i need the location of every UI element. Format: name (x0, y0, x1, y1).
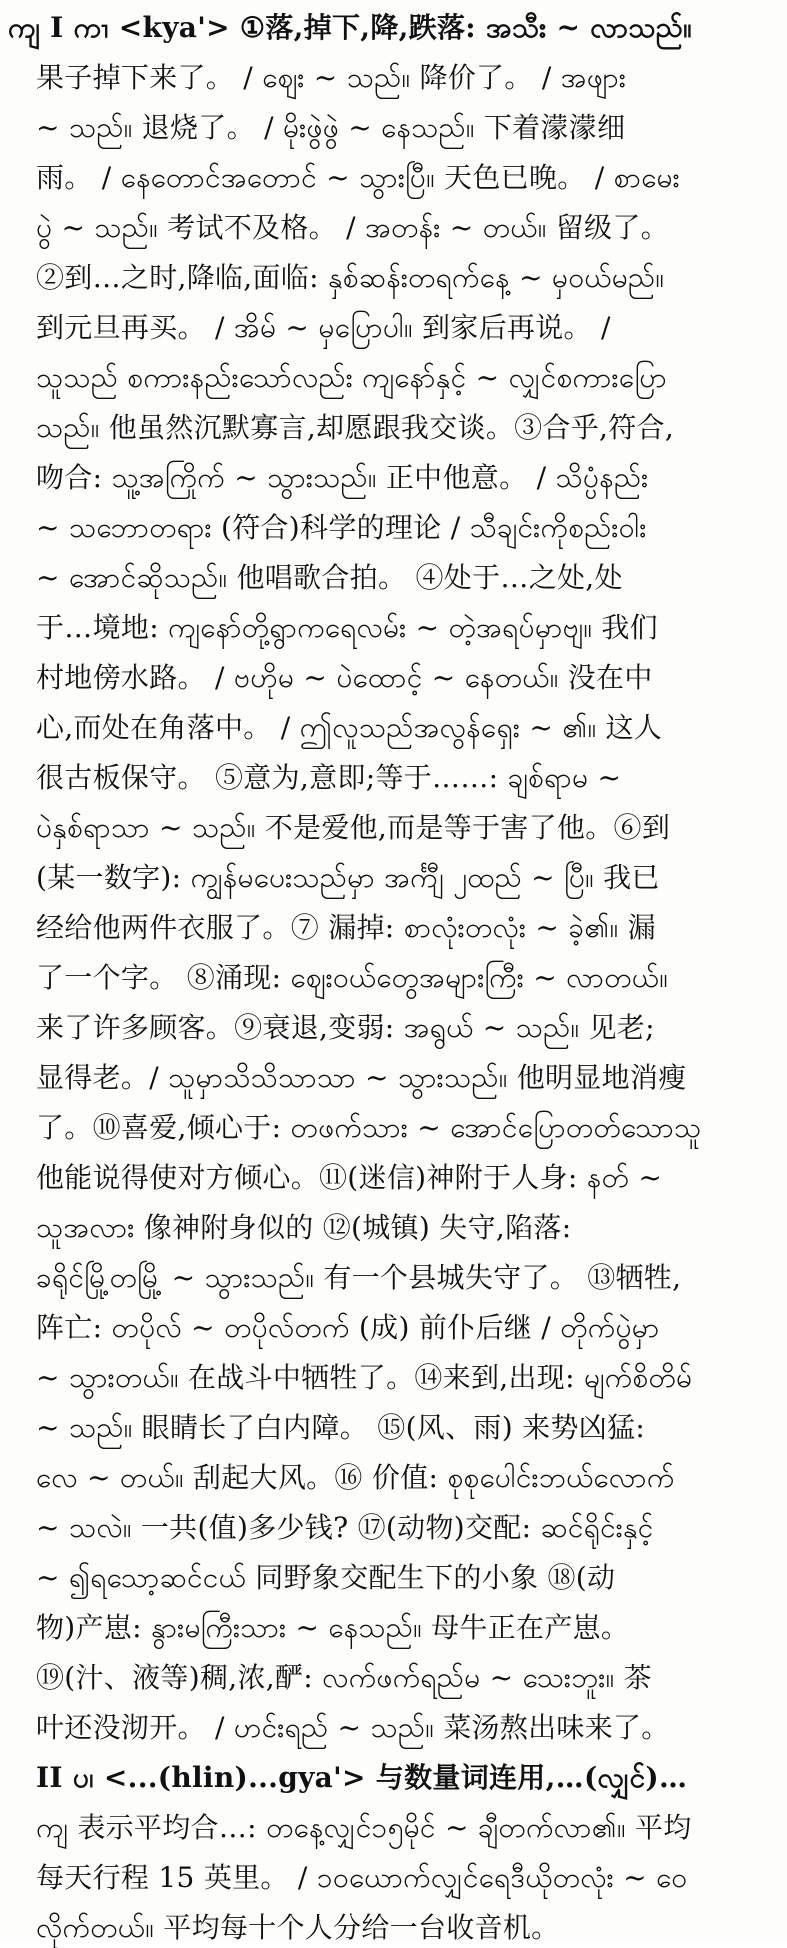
entry-line: ~ ၍ရသော့ဆင်ငယ် 同野象交配生下的小象 ⑱(动 (36, 1561, 616, 1594)
entry-line: လေ ~ တယ်။ 刮起大风。⑯ 价值: စုစုပေါင်းဘယ်လောက် (36, 1461, 675, 1494)
entry-line: ~ သဘောတရား (符合)科学的理论 / သီချင်းကိုစည်းဝါး (36, 511, 647, 544)
entry-line: သည်။ 他虽然沉默寡言,却愿跟我交谈。③合乎,符合, (36, 411, 675, 444)
entry-line: ~ သွားတယ်။ 在战斗中牺牲了。⑭来到,出现: မျက်စိတိမ် (36, 1361, 693, 1394)
entry-line: ⑲(汁、液等)稠,浓,酽: လက်ဖက်ရည်မ ~ သေးဘူး။ 茶 (36, 1661, 652, 1694)
entry-line: သူအလား 像神附身似的 ⑫(城镇) 失守,陷落: (36, 1211, 572, 1244)
entry-line: ②到…之时,降临,面临: နှစ်ဆန်းတရက်နေ့ ~ မှဝယ်မည်။ (36, 261, 665, 294)
entry-line: (某一数字): ကျွန်မပေးသည်မှာ အင်္ကျီ ၂ထည် ~ ပြီ။ 我已 (36, 861, 660, 894)
entry-line: 于…境地: ကျနော်တို့ရွာကရေလမ်း ~ တဲ့အရပ်မှာဗျ။ 我们 (36, 611, 658, 644)
entry-line: သူသည် စကားနည်းသော်လည်း ကျနော်နှင့် ~ လျှင်စကားပြော (36, 361, 668, 394)
entry-line: ပွဲ ~ သည်။ 考试不及格。 / အတန်း ~ တယ်။ 留级了。 (36, 211, 669, 244)
entry-line: 果子掉下来了。 / ဈေး ~ သည်။ 降价了。 / အဖျား (36, 61, 627, 94)
entry-line: 经给他两件衣服了。⑦ 漏掉: စာလုံးတလုံး ~ ခဲ့၏။ 漏 (36, 911, 656, 944)
entry-line: ပဲနှစ်ရာသာ ~ သည်။ 不是爱他,而是等于害了他。⑥到 (36, 811, 671, 844)
entry-line: 每天行程 15 英里。 / ၁၀ယောက်လျှင်ရေဒီယိုတလုံး ~ ဝေ (36, 1861, 688, 1894)
entry-line: 吻合: သူ့အကြိုက် ~ သွားသည်။ 正中他意。 / သိပ္ပံနည်း (36, 461, 649, 494)
entry-line: 显得老。/ သူမှာသိသိသာသာ ~ သွားသည်။ 他明显地消瘦 (36, 1061, 687, 1094)
entry-line: 他能说得使对方倾心。⑪(迷信)神附于人身: နတ် ~ (36, 1161, 663, 1194)
entry-line: 物)产崽: နွားမကြီးသား ~ နေသည်။ 母牛正在产崽。 (36, 1611, 630, 1644)
entry-line: လိုက်တယ်။ 平均每十个人分给一台收音机。 (36, 1911, 560, 1944)
entry-line: 村地傍水路。 / ဗဟိုမ ~ ပဲထောင့် ~ နေတယ်။ 没在中 (36, 661, 653, 694)
entry-line-headword: ကျ I ကၢ <kya'> ①落,掉下,降,跌落: အသီး ~ လာသည်။ (8, 11, 692, 44)
entry-line: 雨。 / နေတောင်အတောင် ~ သွားပြီ။ 天色已晚。 / စာမေး (36, 161, 680, 194)
entry-line: 到元旦再买。 / အိမ် ~ မှပြောပါ။ 到家后再说。 / (36, 311, 611, 344)
entry-line: ခရိုင်မြို့တမြို့ ~ သွားသည်။ 有一个县城失守了。 ⑬牺牲, (36, 1261, 682, 1294)
entry-line: 来了许多顾客。⑨衰退,变弱: အရွယ် ~ သည်။ 见老; (36, 1011, 655, 1044)
entry-line: ~ သည်။ 退烧了。 / မိုးဖွဲဖွဲ ~ နေသည်။ 下着濛濛细 (36, 111, 626, 144)
entry-line-sense-two: II ပ၊ <...(hlin)...gya'> 与数量词连用,…(လျှင်)… (36, 1761, 688, 1794)
entry-line: ~ သလဲ။ 一共(值)多少钱? ⑰(动物)交配: ဆင်ရိုင်းနှင့် (36, 1511, 654, 1544)
entry-line: ~ သည်။ 眼睛长了白内障。 ⑮(风、雨) 来势凶猛: (36, 1411, 646, 1444)
entry-line: ကျ 表示平均合…: တနေ့လျှင်၁၅မိုင် ~ ချီတက်လာ၏။ 平均 (36, 1811, 692, 1844)
entry-line: 很古板保守。 ⑤意为,意即;等于……: ချစ်ရာမ ~ (36, 761, 622, 794)
entry-line: 阵亡: တပိုလ် ~ တပိုလ်တက် (成) 前仆后继 / တိုက်ပွဲမှာ (36, 1311, 660, 1344)
entry-line: ~ အောင်ဆိုသည်။ 他唱歌合拍。 ④处于…之处,处 (36, 561, 623, 594)
entry-line: 了。⑩喜爱,倾心于: တဖက်သား ~ အောင်ပြောတတ်သောသူ (36, 1111, 702, 1144)
entry-line: 了一个字。 ⑧涌现: ဈေးဝယ်တွေအများကြီး ~ လာတယ်။ (36, 961, 669, 994)
entry-line: 叶还没沏开。 / ဟင်းရည် ~ သည်။ 菜汤熬出味来了。 (36, 1711, 670, 1744)
entry-line: 心,而处在角落中。 / ဤလူသည်အလွန်ရှေး ~ ၏။ 这人 (36, 711, 663, 744)
